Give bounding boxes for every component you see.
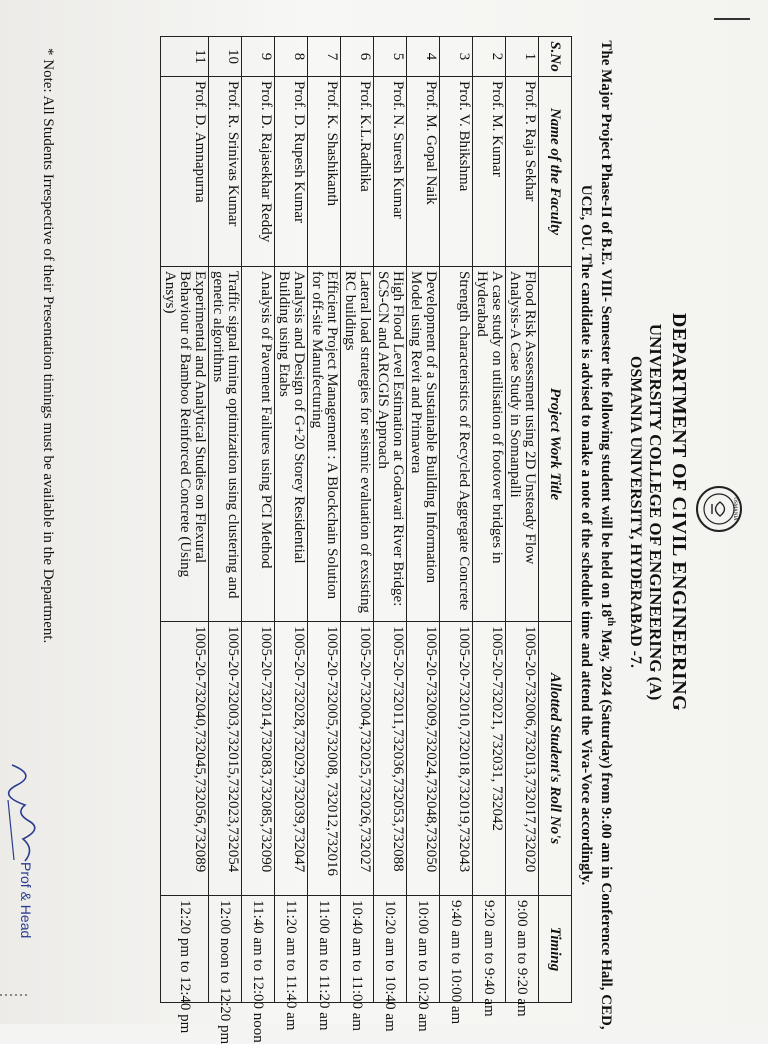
cell-roll-numbers: 1005-20-732014,732083,732085,732090 bbox=[242, 622, 275, 896]
header-roll-numbers: Allotted Student's Roll No's bbox=[539, 622, 572, 896]
department-title: DEPARTMENT OF CIVIL ENGINEERING bbox=[668, 312, 690, 712]
cell-project-title: Analysis and Design of G+20 Storey Residential Building using Etabs bbox=[275, 267, 308, 622]
cell-faculty: Prof. D. Amnapurna bbox=[161, 77, 209, 267]
cell-project-title: Flood Risk Assessment using 2D Unsteady Flow Analysis-A Case Study in Somanpalli bbox=[506, 267, 539, 622]
table-row bbox=[242, 37, 275, 1003]
table-row bbox=[374, 37, 407, 1003]
cell-roll-numbers: 1005-20-732028,732029,732039,732047 bbox=[275, 622, 308, 896]
header-timing: Timing bbox=[539, 896, 572, 1003]
notice-part2: May, 2024 (Saturday) from 9:.00 am in Conference Hall, CED, UCE, OU. The candidate is advised to make a note of the schedule time and attend the Viva-Voce accordingly. bbox=[578, 184, 614, 1030]
college-title: UNIVERSITY COLLEGE OF ENGINEERING (A) bbox=[646, 323, 665, 701]
cell-roll-numbers: 1005-20-732005,732008, 732012,732016 bbox=[308, 622, 341, 896]
cell-faculty: Prof. K.L.Radhika bbox=[341, 77, 374, 267]
cell-sno: 8 bbox=[275, 37, 308, 77]
letterhead bbox=[568, 0, 768, 1030]
cell-project-title: Strength characteristics of Recycled Aggregate Concrete bbox=[440, 267, 473, 622]
cell-roll-numbers: 1005-20-732010,732018,732019,732043 bbox=[440, 622, 473, 896]
cell-faculty: Prof. D. Rupesh Kumar bbox=[275, 77, 308, 267]
header-sno: S.No bbox=[539, 37, 572, 77]
cell-timing: 9:00 am to 9:20 am bbox=[506, 896, 539, 1003]
cell-project-title: A case study on utilisation of footover bridges in Hyderabad bbox=[473, 267, 506, 622]
cell-project-title: Development of a Sustainable Building Information Model using Revit and Primavera bbox=[407, 267, 440, 622]
cell-project-title: Lateral load strategies for seismic evaluation of exsisting RC buildings bbox=[341, 267, 374, 622]
university-address: OSMANIA UNIVERSITY, HYDERABAD -7. bbox=[627, 356, 644, 668]
cell-faculty: Prof. M. Kumar bbox=[473, 77, 506, 267]
cell-timing: 10:20 am to 10:40 am bbox=[374, 896, 407, 1003]
cell-sno: 4 bbox=[407, 37, 440, 77]
head-stamp-text: Prof & Head bbox=[18, 862, 34, 939]
cell-timing: 10:40 am to 11:00 am bbox=[341, 896, 374, 1003]
cell-timing: 11:00 am to 11:20 am bbox=[308, 896, 341, 1003]
footnote: * Note: All Students Irrespective of their Presentation timings must be available in the Department. bbox=[40, 48, 56, 644]
cell-faculty: Prof. V. Bhikshma bbox=[440, 77, 473, 267]
cell-sno: 1 bbox=[506, 37, 539, 77]
university-emblem-icon bbox=[694, 484, 744, 534]
cell-faculty: Prof. R. Srinivas Kumar bbox=[209, 77, 242, 267]
cell-sno: 10 bbox=[209, 37, 242, 77]
cell-timing: 11:20 am to 11:40 am bbox=[275, 896, 308, 1003]
table-row bbox=[341, 37, 374, 1003]
table-row bbox=[440, 37, 473, 1003]
cell-timing: 12:00 noon to 12:20 pm bbox=[209, 896, 242, 1003]
table-row bbox=[161, 37, 209, 1003]
cell-roll-numbers: 1005-20-732011,732036,732053,732088 bbox=[374, 622, 407, 896]
table-header-row bbox=[539, 37, 572, 1003]
cell-project-title: Efficient Project Management : A Blockchain Solution for off-site Manufecturing bbox=[308, 267, 341, 622]
cell-faculty: Prof. K. Shashikanth bbox=[308, 77, 341, 267]
table-row bbox=[275, 37, 308, 1003]
table-row bbox=[209, 37, 242, 1003]
cell-project-title: High Flood Level Estimation at Godavari River Bridge: SCS-CN and ARCGIS Approach bbox=[374, 267, 407, 622]
cell-timing: 10:00 am to 10:20 am bbox=[407, 896, 440, 1003]
cell-faculty: Prof. M. Gopal Naik bbox=[407, 77, 440, 267]
cell-roll-numbers: 1005-20-732006,732013,732017,732020 bbox=[506, 622, 539, 896]
cell-project-title: Analysis of Pavement Failures using PCI Method bbox=[242, 267, 275, 622]
cell-sno: 9 bbox=[242, 37, 275, 77]
schedule-notice bbox=[576, 40, 620, 1030]
viva-schedule-table bbox=[160, 36, 572, 1044]
cell-timing: 11:40 am to 12:00 noon bbox=[242, 896, 275, 1003]
cell-sno: 6 bbox=[341, 37, 374, 77]
cell-roll-numbers: 1005-20-732040,732045,732056,732089 bbox=[161, 622, 209, 896]
cell-sno: 3 bbox=[440, 37, 473, 77]
cell-sno: 11 bbox=[161, 37, 209, 77]
cell-roll-numbers: 1005-20-732004,732025,732026,732027 bbox=[341, 622, 374, 896]
cell-timing: 12:20 pm to 12:40 pm bbox=[161, 896, 209, 1003]
cell-project-title: Traffic signal timing optimization using clustering and genetic algorithms bbox=[209, 267, 242, 622]
table-row bbox=[407, 37, 440, 1003]
cell-sno: 7 bbox=[308, 37, 341, 77]
table-row bbox=[506, 37, 539, 1003]
cell-timing: 9:40 am to 10:00 am bbox=[440, 896, 473, 1003]
cell-project-title: Experimental and Analytical Studies on Flexural Behaviour of Bamboo Reinforced Concrete (Using Ansys) bbox=[161, 267, 209, 622]
cell-faculty: Prof. D. Rajasekhar Reddy bbox=[242, 77, 275, 267]
cell-roll-numbers: 1005-20-732003,732015,732023,732054 bbox=[209, 622, 242, 896]
notice-part1: The Major Project Phase-II of B.E. VIII- Semester the following student will be held on 18 bbox=[598, 40, 614, 618]
cell-timing: 9:20 am to 9:40 am bbox=[473, 896, 506, 1003]
cell-sno: 5 bbox=[374, 37, 407, 77]
cell-faculty: Prof. N. Suresh Kumar bbox=[374, 77, 407, 267]
header-project-title: Project Work Title bbox=[539, 267, 572, 622]
emblem-text: OSMANIA bbox=[732, 497, 737, 521]
header-faculty: Name of the Faculty bbox=[539, 77, 572, 267]
cell-roll-numbers: 1005-20-732009,732024,732048,732050 bbox=[407, 622, 440, 896]
table-row bbox=[308, 37, 341, 1003]
cell-faculty: Prof. P. Raja Sekhar bbox=[506, 77, 539, 267]
notice-date-suffix: th bbox=[605, 617, 616, 627]
table-row bbox=[473, 37, 506, 1003]
cell-sno: 2 bbox=[473, 37, 506, 77]
cell-roll-numbers: 1005-20-732021, 732031, 732042 bbox=[473, 622, 506, 896]
